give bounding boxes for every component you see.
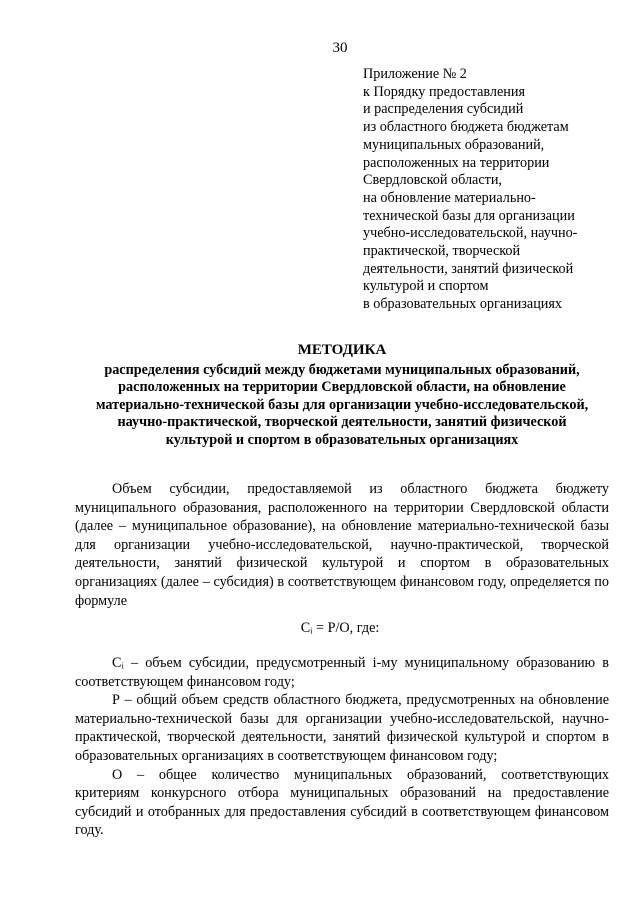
definition-p: Р – общий объем средств областного бюджета, предусмотренных на обновление материально-технической базы для организации учебно-исследовательской, научно-практической, творческой деятельности, занятий физической культурой и спортом в образовательных организациях в соответствующем финансовом году; — [75, 692, 609, 764]
definition-ci: Сᵢ – объем субсидии, предусмотренный i-му муниципальному образованию в соответствующем финансовом году; — [75, 655, 609, 690]
appendix-line: Приложение № 2 — [363, 66, 467, 82]
title-line: научно-практической, творческой деятельности, занятий физической — [117, 414, 567, 430]
appendix-line: деятельности, занятий физической — [363, 260, 574, 277]
appendix-line: на обновление материально- — [363, 189, 536, 206]
appendix-line: учебно-исследовательской, научно- — [363, 225, 578, 242]
title-line: расположенных на территории Свердловской области, на обновление — [118, 379, 566, 395]
definitions-section — [75, 654, 609, 840]
appendix-line: и распределения субсидий — [363, 101, 524, 118]
appendix-line: технической базы для организации — [363, 207, 575, 224]
title-line: распределения субсидий между бюджетами муниципальных образований, — [104, 361, 580, 378]
document-title — [75, 342, 609, 449]
intro-paragraph: Объем субсидии, предоставляемой из областного бюджета бюджету муниципального образования, расположенного на территории Свердловской области (далее – муниципальное образование), на обновление материально-технической базы для организации учебно-исследовательской, научно-практической, творческой деятельности, занятий физической культурой и спортом в образовательных организациях (далее – субсидия) в соответствующем финансовом году, определяется по формуле — [75, 481, 609, 609]
definition-o: О – общее количество муниципальных образований, соответствующих критериям конкурсного отбора муниципальных образований на предоставление субсидий и отобранных для предоставления субсидий в соответствующем финансовом году. — [75, 766, 609, 839]
appendix-line: культурой и спортом — [363, 278, 489, 295]
title-line: культурой и спортом в образовательных организациях — [165, 431, 519, 448]
appendix-line: муниципальных образований, — [363, 136, 545, 153]
intro-section — [75, 480, 609, 610]
appendix-line: к Порядку предоставления — [363, 83, 525, 100]
formula: Сᵢ = Р/О, где: — [300, 620, 380, 636]
appendix-line: в образовательных организациях — [363, 296, 563, 313]
title-heading: МЕТОДИКА — [297, 342, 387, 358]
appendix-note — [363, 66, 623, 314]
appendix-line: практической, творческой — [363, 243, 521, 260]
appendix-line: из областного бюджета бюджетам — [363, 119, 569, 136]
appendix-line: Свердловской области, — [363, 172, 502, 189]
appendix-line: расположенных на территории — [363, 154, 550, 171]
title-line: материально-технической базы для организации учебно-исследовательской, — [95, 396, 589, 413]
page-number: 30 — [332, 40, 348, 56]
